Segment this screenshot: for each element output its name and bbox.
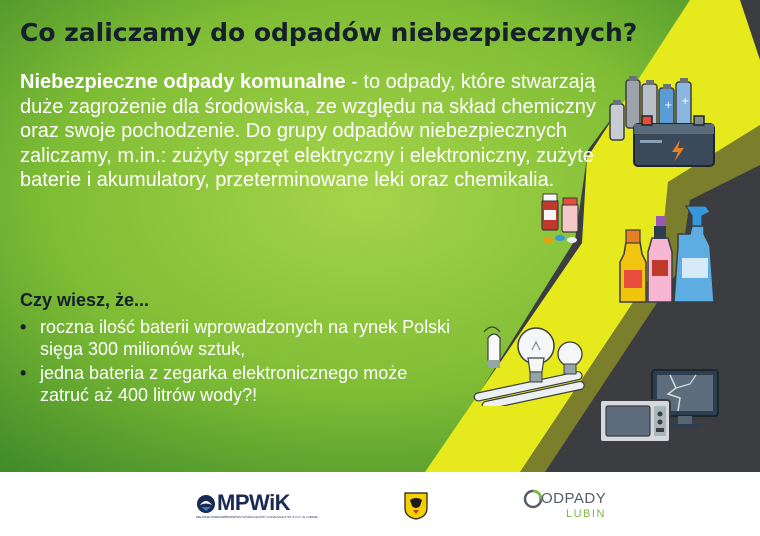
car-battery-icon [628,112,720,168]
lubin-text: LUBIN [566,508,606,520]
cleaning-chemicals-icon [616,198,722,306]
bullet: • [20,317,27,337]
intro-paragraph [20,70,620,193]
intro-text: - to odpady, które stwarzają duże zagrożenie dla środowiska, ze względu na skład chemiczny oraz swoje pochodzenie. Do grupy odpadów niebezpiecznych zaliczamy, m.in.: zużyty sprzęt elektryczny i elektroniczny, zużyte baterie i akumulatory, przeterminowane leki oraz chemikalia. [20,71,596,192]
facts-list [20,317,460,409]
svg-text:+: + [681,96,690,107]
mpwik-emblem-icon [196,494,216,514]
page-title: Co zaliczamy do odpadów niebezpiecznych? [20,18,638,47]
svg-text:+: + [664,100,673,111]
intro-bold-term: Niebezpieczne odpady komunalne [20,71,346,93]
mpwik-subtitle: MIEJSKIE PRZEDSIĘBIORSTWO WODOCIĄGÓW I KANALIZACJI SP. Z O.O. W LUBINIE [196,515,318,519]
list-item [20,317,460,360]
fact-text: roczna ilość baterii wprowadzonych na rynek Polski sięga 300 milionów sztuk, [40,317,451,359]
did-you-know-heading: Czy wiesz, że... [20,290,150,310]
mpwik-name: MPWiK [217,490,291,515]
footer [0,472,760,536]
microwave-icon [598,398,672,446]
odpady-text: ODPADY [541,490,607,507]
odpady-lubin-logo[interactable] [522,488,612,524]
fact-text: jedna bateria z zegarka elektronicznego może zatruć aż 400 litrów wody?! [40,363,408,405]
list-item [20,363,460,406]
coat-of-arms-icon [404,492,428,520]
medicine-icon [536,190,590,246]
mpwik-logo[interactable] [196,490,318,520]
light-bulbs-icon [470,320,590,406]
bullet: • [20,363,27,383]
